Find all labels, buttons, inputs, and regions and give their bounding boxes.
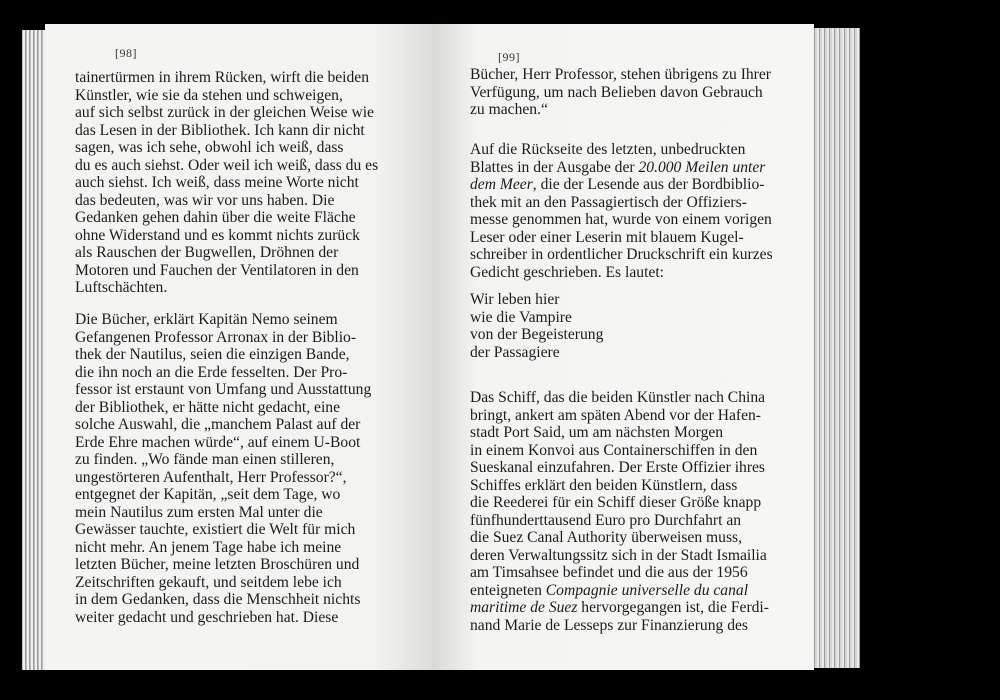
text-line <box>75 434 371 452</box>
text-segment: thek der Nautilus, seien die einzigen Bande, <box>75 346 350 363</box>
text-segment: Bücher, Herr Professor, stehen übrigens zu Ihrer <box>470 66 771 83</box>
text-line <box>470 84 771 102</box>
text-line <box>470 344 603 362</box>
text-line <box>470 529 769 547</box>
text-segment: hervorgegangen ist, die Ferdi- <box>577 599 769 616</box>
text-segment: nand Marie de Lesseps zur Finanzierung des <box>470 616 748 634</box>
italic-title: dem Meer <box>470 176 533 193</box>
text-line <box>75 539 371 557</box>
text-segment: Gewässer tauchte, existiert die Welt für mich <box>75 521 356 538</box>
text-line <box>75 262 378 280</box>
text-segment: Erde Ehre machen würde“, auf einem U-Boot <box>75 433 361 451</box>
text-segment: Verfügung, um nach Belieben davon Gebrauch <box>470 83 763 101</box>
text-line <box>470 309 603 327</box>
text-segment: der Passagiere <box>470 343 560 361</box>
poem <box>470 291 603 361</box>
text-segment: stadt Port Said, um am nächsten Morgen <box>470 424 724 441</box>
text-segment: tainertürmen in ihrem Rücken, wirft die beiden <box>75 69 370 86</box>
text-line <box>470 564 769 582</box>
text-segment: enteigneten <box>470 581 546 599</box>
text-line <box>470 246 773 264</box>
text-line <box>470 547 769 565</box>
text-segment: solche Auswahl, die „manchem Palast auf der <box>75 416 361 433</box>
text-segment: der Bibliothek, er hätte nicht gedacht, eine <box>75 398 340 416</box>
paragraph <box>470 389 769 634</box>
text-line <box>75 609 371 627</box>
text-line <box>75 104 378 122</box>
text-line <box>470 229 773 247</box>
text-line <box>470 141 773 159</box>
text-line <box>75 521 371 539</box>
text-segment: letzten Bücher, meine letzten Broschüren und <box>75 556 360 573</box>
text-line <box>75 157 378 175</box>
italic-title: 20.000 Meilen unter <box>638 158 766 176</box>
text-line <box>470 291 603 309</box>
text-line <box>75 486 371 504</box>
text-segment: Wir leben hier <box>470 291 560 308</box>
text-line <box>470 617 769 635</box>
text-segment: ohne Widerstand und es kommt nichts zurück <box>75 226 360 244</box>
text-segment: zu finden. „Wo fände man einen stilleren, <box>75 451 335 468</box>
text-segment: Die Bücher, erklärt Kapitän Nemo seinem <box>75 311 338 328</box>
text-segment: bringt, ankert am späten Abend vor der Hafen- <box>470 406 761 424</box>
text-segment: Gedicht geschrieben. Es lautet: <box>470 263 664 281</box>
text-line <box>470 459 769 477</box>
paragraph <box>470 66 771 119</box>
text-line <box>470 389 769 407</box>
text-segment: weiter gedacht und geschrieben hat. Diese <box>75 608 339 626</box>
italic-title: Compagnie universelle du canal <box>545 581 749 599</box>
text-line <box>75 381 371 399</box>
text-segment: Zeitschriften gekauft, und seitdem lebe ich <box>75 573 342 591</box>
text-segment: thek mit an den Passagiertisch der Offiziers- <box>470 193 747 211</box>
right-page <box>432 24 814 670</box>
text-line <box>75 139 378 157</box>
text-segment: Auf die Rückseite des letzten, unbedruckten <box>470 141 746 158</box>
text-line <box>75 69 378 87</box>
text-segment: als Rauschen der Bugwellen, Dröhnen der <box>75 244 339 261</box>
text-line <box>75 504 371 522</box>
text-segment: von der Begeisterung <box>470 326 604 343</box>
paragraph <box>470 141 773 281</box>
text-segment: Motoren und Fauchen der Ventilatoren in den <box>75 261 359 279</box>
text-line <box>470 442 769 460</box>
text-segment: , die der Lesende aus der Bordbiblio- <box>532 176 765 193</box>
page-number: [98] <box>115 46 137 60</box>
text-segment: in dem Gedanken, dass die Menschheit nichts <box>75 591 361 608</box>
text-line <box>75 87 378 105</box>
text-segment: Schiffes erklärt den beiden Künstlern, dass <box>470 476 738 494</box>
text-line <box>75 399 371 417</box>
text-segment: schreiber in ordentlicher Druckschrift ein kurzes <box>470 246 773 263</box>
text-segment: Gefangenen Professor Arronax in der Biblio- <box>75 328 357 346</box>
text-line <box>470 101 771 119</box>
text-segment: wie die Vampire <box>470 308 572 326</box>
text-line <box>75 227 378 245</box>
text-line <box>470 264 773 282</box>
text-segment: die Reederei für ein Schiff dieser Größe knapp <box>470 494 762 511</box>
text-line <box>75 311 371 329</box>
text-segment: Das Schiff, das die beiden Künstler nach China <box>470 389 766 406</box>
text-line <box>75 346 371 364</box>
text-line <box>470 512 769 530</box>
text-segment: Leser oder einer Leserin mit blauem Kugel- <box>470 228 744 246</box>
text-segment: auch siehst. Ich weiß, dass meine Worte nicht <box>75 174 359 191</box>
text-segment: das bedeuten, was wir vor uns haben. Die <box>75 191 335 209</box>
text-line <box>75 574 371 592</box>
paragraph <box>75 311 371 626</box>
left-page <box>45 24 433 670</box>
text-line <box>75 209 378 227</box>
text-line <box>75 122 378 140</box>
text-line <box>75 279 378 297</box>
text-segment: zu machen.“ <box>470 101 548 118</box>
text-segment: Blattes in der Ausgabe der <box>470 158 639 176</box>
text-segment: die Suez Canal Authority überweisen muss, <box>470 529 742 546</box>
text-segment: sagen, was ich sehe, obwohl ich weiß, dass <box>75 139 344 156</box>
text-segment: nicht mehr. An jenem Tage habe ich meine <box>75 538 342 556</box>
text-segment: deren Verwaltungssitz sich in der Stadt Ismailia <box>470 546 767 564</box>
text-line <box>75 469 371 487</box>
text-line <box>75 192 378 210</box>
text-line <box>75 174 378 192</box>
text-segment: Sueskanal einzufahren. Der Erste Offizier ihres <box>470 459 766 476</box>
text-line <box>470 582 769 600</box>
text-line <box>470 494 769 512</box>
text-line <box>75 416 371 434</box>
text-segment: fünfhunderttausend Euro pro Durchfahrt an <box>470 511 742 529</box>
text-line <box>470 477 769 495</box>
text-segment: ungestörteren Aufenthalt, Herr Professor?“, <box>75 468 347 486</box>
text-line <box>470 211 773 229</box>
text-line <box>75 244 378 262</box>
text-line <box>470 159 773 177</box>
text-segment: Gedanken gehen dahin über die weite Fläche <box>75 209 356 226</box>
text-segment: entgegnet der Kapitän, „seit dem Tage, wo <box>75 486 341 503</box>
book-page-edges-right <box>812 28 860 668</box>
text-line <box>470 599 769 617</box>
text-line <box>75 591 371 609</box>
text-line <box>75 364 371 382</box>
text-line <box>75 329 371 347</box>
text-line <box>470 424 769 442</box>
text-segment: Luftschächten. <box>75 279 168 296</box>
text-segment: messe genommen hat, wurde von einem vorigen <box>470 211 772 228</box>
text-segment: in einem Konvoi aus Containerschiffen in den <box>470 441 758 459</box>
text-segment: Künstler, wie sie da stehen und schweigen, <box>75 86 343 104</box>
text-line <box>470 176 773 194</box>
italic-title: maritime de Suez <box>470 599 578 616</box>
text-segment: die ihn noch an die Erde fesselten. Der Pro- <box>75 363 348 381</box>
text-line <box>75 556 371 574</box>
text-line <box>75 451 371 469</box>
text-segment: mein Nautilus zum ersten Mal unter die <box>75 503 323 521</box>
text-segment: fessor ist erstaunt von Umfang und Ausstattung <box>75 381 372 398</box>
text-line <box>470 407 769 425</box>
text-line <box>470 66 771 84</box>
paragraph <box>75 69 378 297</box>
text-line <box>470 194 773 212</box>
text-segment: das Lesen in der Bibliothek. Ich kann dir nicht <box>75 121 365 139</box>
text-segment: du es auch siehst. Oder weil ich weiß, dass du es <box>75 156 379 174</box>
text-segment: am Timsahsee befindet und die aus der 1956 <box>470 564 748 581</box>
page-number: [99] <box>498 50 520 64</box>
text-line <box>470 326 603 344</box>
text-segment: auf sich selbst zurück in der gleichen Weise wie <box>75 104 374 121</box>
